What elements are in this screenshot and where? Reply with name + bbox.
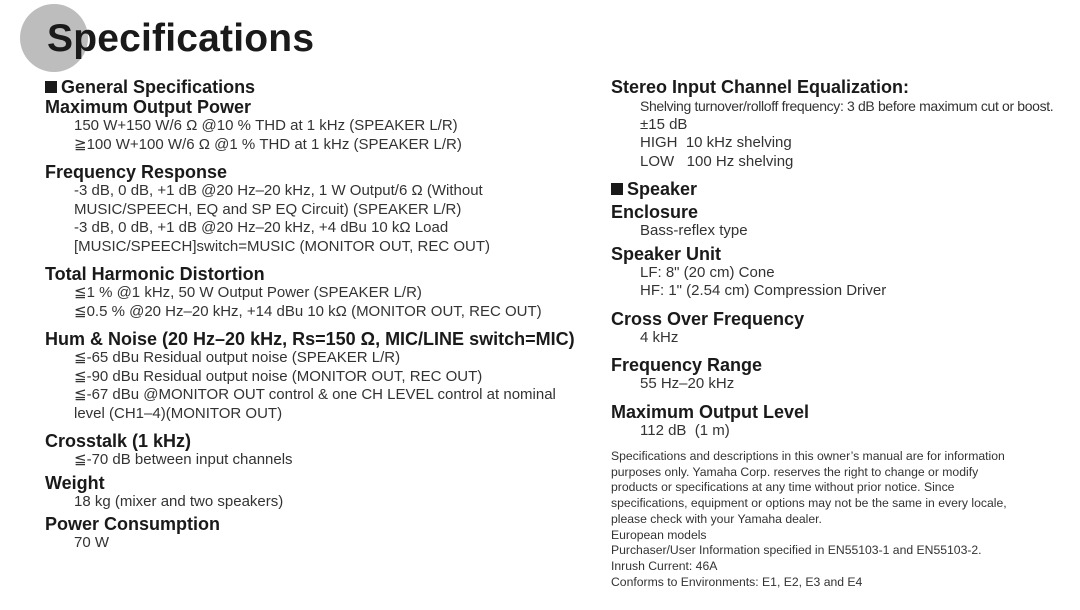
disclaimer-text (611, 449, 1061, 590)
spec-item: ≦-67 dBu @MONITOR OUT control & one CH LEVEL control at nominal (74, 386, 556, 403)
spec-item: 112 dB (1 m) (640, 421, 730, 439)
spec-item: ≦-70 dB between input channels (74, 451, 293, 468)
spec-maximum-output-level (611, 402, 1061, 441)
spec-heading: Cross Over Frequency (611, 308, 805, 329)
spec-item: HIGH 10 kHz shelving (640, 134, 792, 151)
spec-frequency-range (611, 355, 1061, 394)
spec-item: ±15 dB (640, 115, 688, 133)
spec-heading: Total Harmonic Distortion (45, 264, 265, 284)
spec-stereo-input-eq (611, 77, 1061, 171)
spec-maximum-output-power (45, 97, 575, 154)
spec-item: -3 dB, 0 dB, +1 dB @20 Hz–20 kHz, 1 W Output/6 Ω (Without (74, 182, 483, 199)
spec-heading: Crosstalk (1 kHz) (45, 431, 192, 451)
spec-item: ≦-65 dBu Residual output noise (SPEAKER L/R) (74, 349, 401, 366)
page-title: Specifications (47, 17, 315, 60)
spec-item: 18 kg (mixer and two speakers) (74, 492, 284, 510)
disclaimer-line: Purchaser/User Information specified in EN55103-1 and EN55103-2. (611, 543, 982, 558)
disclaimer-line: Specifications and descriptions in this owner’s manual are for information (611, 449, 1005, 463)
disclaimer-line: Inrush Current: 46A (611, 558, 718, 573)
spec-hum-noise (45, 329, 575, 423)
spec-item: MUSIC/SPEECH, EQ and SP EQ Circuit) (SPEAKER L/R) (74, 200, 462, 218)
spec-note: Shelving turnover/rolloff frequency: 3 dB before maximum cut or boost. (640, 98, 1054, 114)
spec-item: Bass-reflex type (640, 222, 748, 239)
spec-item: ≦0.5 % @20 Hz–20 kHz, +14 dBu 10 kΩ (MONITOR OUT, REC OUT) (74, 302, 542, 320)
spec-item: HF: 1" (2.54 cm) Compression Driver (640, 282, 887, 299)
spec-heading: Frequency Range (611, 355, 763, 375)
disclaimer-line: purposes only. Yamaha Corp. reserves the right to change or modify (611, 464, 979, 479)
spec-heading: Power Consumption (45, 514, 220, 534)
spec-item: 4 kHz (640, 328, 679, 346)
spec-item: LOW 100 Hz shelving (640, 152, 794, 170)
spec-item: ≦-90 dBu Residual output noise (MONITOR OUT, REC OUT) (74, 367, 483, 385)
disclaimer-line: European models (611, 527, 707, 542)
spec-item: [MUSIC/SPEECH]switch=MUSIC (MONITOR OUT, REC OUT) (74, 237, 491, 255)
spec-item: level (CH1–4)(MONITOR OUT) (74, 404, 283, 422)
square-bullet-icon (611, 183, 623, 195)
speaker-section-label: Speaker (627, 179, 698, 199)
spec-item: ≧100 W+100 W/6 Ω @1 % THD at 1 kHz (SPEAKER L/R) (74, 135, 462, 153)
spec-item: 70 W (74, 534, 110, 551)
spec-item: LF: 8" (20 cm) Cone (640, 263, 775, 281)
spec-speaker-unit (611, 244, 1061, 301)
spec-item: -3 dB, 0 dB, +1 dB @20 Hz–20 kHz, +4 dBu 10 kΩ Load (74, 219, 449, 236)
spec-cross-over-frequency (611, 309, 1061, 348)
general-specifications-title (45, 77, 575, 97)
spec-weight (45, 473, 575, 512)
spec-crosstalk (45, 431, 575, 470)
spec-frequency-response (45, 162, 575, 256)
spec-item: ≦1 % @1 kHz, 50 W Output Power (SPEAKER L/R) (74, 284, 422, 301)
spec-heading: Enclosure (611, 202, 699, 222)
left-column (45, 77, 575, 553)
spec-enclosure (611, 202, 1061, 241)
disclaimer-line: specifications, equipment or options may not be the same in every locale, (611, 496, 1007, 511)
spec-heading: Weight (45, 472, 105, 493)
spec-heading: Stereo Input Channel Equalization: (611, 77, 910, 97)
spec-total-harmonic-distortion (45, 264, 575, 321)
spec-heading: Maximum Output Power (45, 97, 252, 117)
general-specifications-label: General Specifications (61, 77, 256, 97)
speaker-section-title (611, 179, 1061, 199)
square-bullet-icon (45, 81, 57, 93)
disclaimer-line: Conforms to Environments: E1, E2, E3 and E4 (611, 574, 863, 589)
disclaimer-line: products or specifications at any time without prior notice. Since (611, 480, 955, 495)
spec-item: 150 W+150 W/6 Ω @10 % THD at 1 kHz (SPEAKER L/R) (74, 117, 458, 134)
spec-heading: Maximum Output Level (611, 401, 810, 422)
disclaimer-line: please check with your Yamaha dealer. (611, 511, 822, 526)
spec-item: 55 Hz–20 kHz (640, 375, 735, 392)
spec-heading: Hum & Noise (20 Hz–20 kHz, Rs=150 Ω, MIC/LINE switch=MIC) (45, 329, 575, 349)
spec-power-consumption (45, 514, 575, 553)
right-column (611, 77, 1061, 590)
spec-heading: Frequency Response (45, 162, 228, 182)
spec-heading: Speaker Unit (611, 243, 722, 264)
